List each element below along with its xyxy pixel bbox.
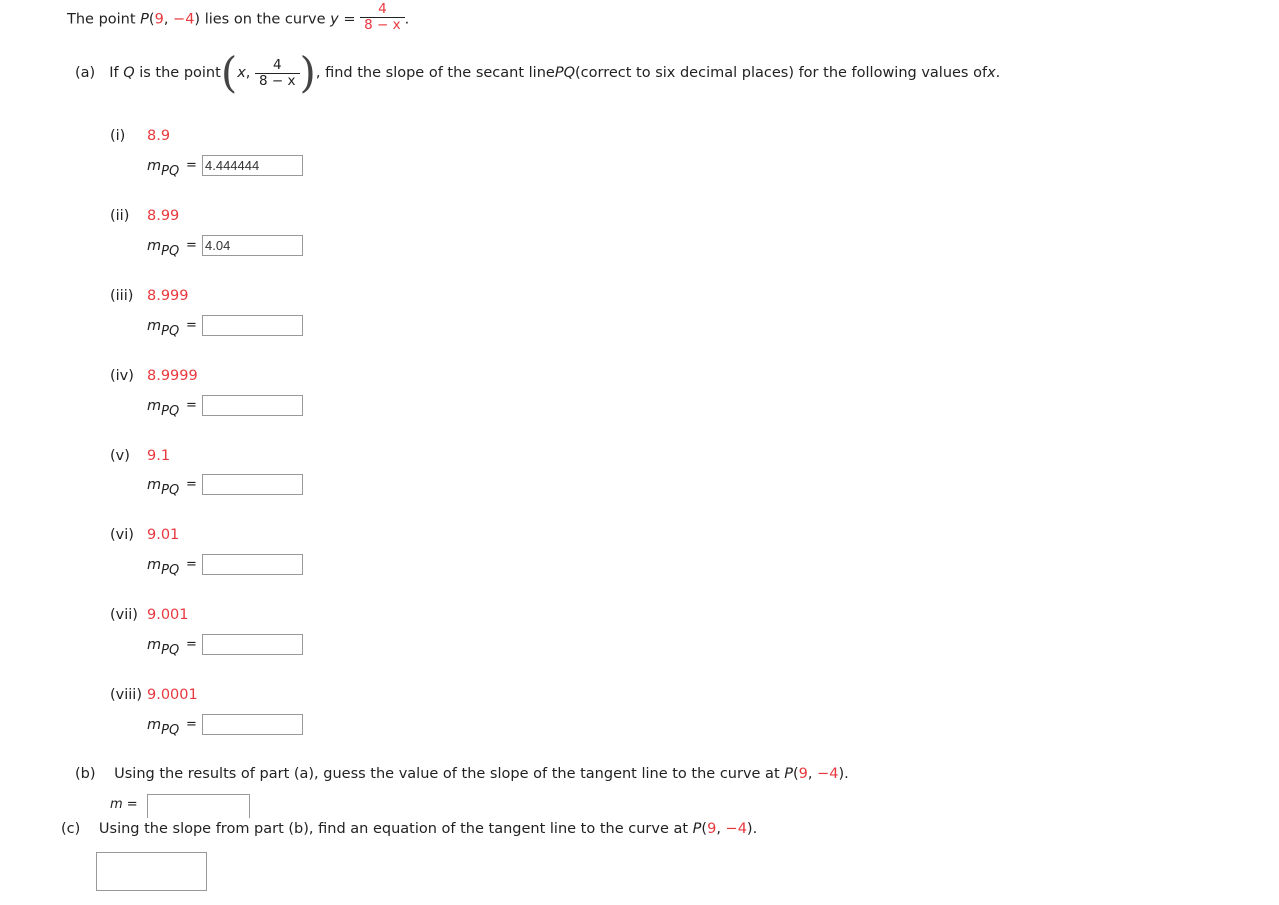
point-x-value: 9 [154,11,164,28]
item-value: 9.001 [147,607,189,623]
item-label: (vii) [110,607,138,623]
right-paren: ) [299,48,316,97]
point-q-fraction: $\frac{4}{8 - x}$ [255,58,299,89]
m-pq-label: mPQ [147,477,180,498]
slope-answer-input-iii[interactable] [202,315,303,336]
m-pq-label: mPQ [147,557,180,578]
item-value: 9.01 [147,527,180,543]
m-pq-label: mPQ [147,717,180,738]
tangent-slope-input[interactable] [147,794,250,818]
item-label: (iii) [110,288,134,304]
curve-fraction: $\frac{4}{8 - x}$ [360,2,404,33]
part-b-prompt: (b) Using the results of part (a), guess the value of the slope of the tangent line to the curve at P(9, −4). [75,766,849,782]
item-label: (v) [110,448,130,464]
part-a-label: (a) [75,65,96,81]
item-label: (vi) [110,527,134,543]
m-pq-label: mPQ [147,158,180,179]
item-label: (i) [110,128,126,144]
m-pq-label: mPQ [147,637,180,658]
slope-answer-input-iv[interactable] [202,395,303,416]
slope-answer-input-vii[interactable] [202,634,303,655]
slope-answer-input-v[interactable] [202,474,303,495]
item-value: 9.1 [147,448,171,464]
problem-intro: The point P(9, −4) lies on the curve y = $\frac{4}{8 - x}$ . [67,1,410,33]
m-pq-label: mPQ [147,318,180,339]
slope-answer-input-vi[interactable] [202,554,303,575]
tangent-equation-input[interactable] [96,852,207,891]
item-value: 9.0001 [147,687,198,703]
item-label: (viii) [110,687,142,703]
tangent-slope-label: m = [110,797,138,812]
slope-answer-input-ii[interactable] [202,235,303,256]
part-c-label: (c) [61,821,81,837]
left-paren: ( [220,48,238,97]
item-value: 8.99 [147,208,180,224]
slope-answer-input-i[interactable] [202,155,303,176]
item-value: 8.999 [147,288,189,304]
slope-answer-input-viii[interactable] [202,714,303,735]
item-value: 8.9999 [147,368,198,384]
item-label: (iv) [110,368,134,384]
m-pq-label: mPQ [147,398,180,419]
part-a-prompt: (a) If Q is the point ( x , $\frac{4}{8 - x}$ ) , find the slope of the secant line PQ (correct to six decimal places) for the following values of x . [75,48,1001,97]
part-c-prompt: (c) Using the slope from part (b), find an equation of the tangent line to the curve at P(9, −4). [61,821,758,837]
m-pq-label: mPQ [147,238,180,259]
item-label: (ii) [110,208,130,224]
item-value: 8.9 [147,128,171,144]
part-b-label: (b) [75,766,96,782]
point-y-value: −4 [173,11,195,28]
